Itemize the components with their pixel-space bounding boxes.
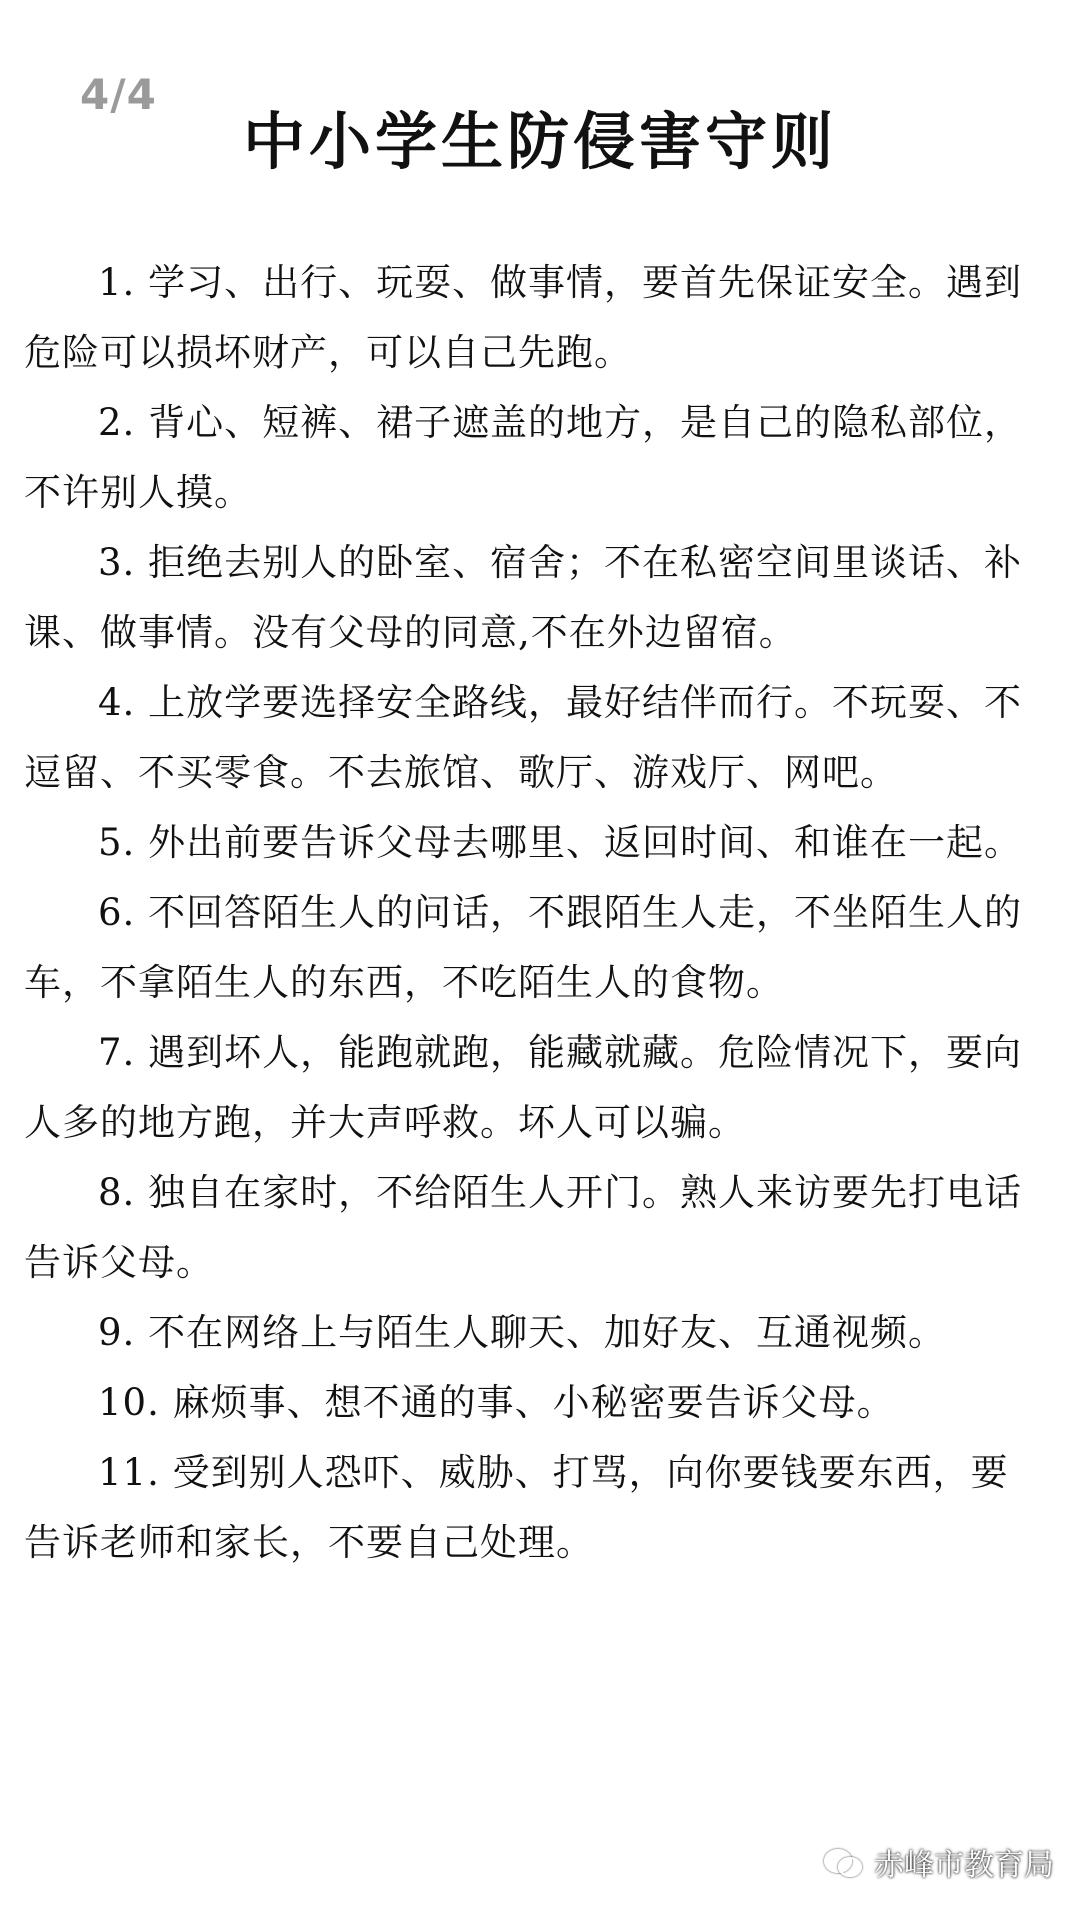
wechat-icon [824,1847,864,1877]
rule-item-1: 1. 学习、出行、玩耍、做事情，要首先保证安全。遇到危险可以损坏财产，可以自己先跑。 [24,261,1023,374]
rule-item-6: 6. 不回答陌生人的问话，不跟陌生人走，不坐陌生人的车，不拿陌生人的东西，不吃陌生人的食物。 [24,891,1023,1004]
rule-item-10: 10. 麻烦事、想不通的事、小秘密要告诉父母。 [98,1381,895,1424]
watermark-text: 赤峰市教育局 [874,1848,1054,1883]
rule-item-2: 2. 背心、短裤、裙子遮盖的地方，是自己的隐私部位，不许别人摸。 [24,401,1023,514]
rules-list [24,248,1024,1578]
rule-item-11: 11. 受到别人恐吓、威胁、打骂，向你要钱要东西，要告诉老师和家长，不要自己处理。 [24,1451,1009,1564]
document-title: 中小学生防侵害守则 [242,105,837,178]
watermark [824,1840,1054,1884]
rule-item-7: 7. 遇到坏人，能跑就跑，能藏就藏。危险情况下，要向人多的地方跑，并大声呼救。坏人可以骗。 [24,1031,1023,1144]
page-indicator: 4/4 [80,70,157,119]
rule-item-9: 9. 不在网络上与陌生人聊天、加好友、互通视频。 [98,1311,947,1354]
rule-item-5: 5. 外出前要告诉父母去哪里、返回时间、和谁在一起。 [98,821,1023,864]
rule-item-3: 3. 拒绝去别人的卧室、宿舍；不在私密空间里谈话、补课、做事情。没有父母的同意,不在外边留宿。 [24,541,1023,654]
rule-item-8: 8. 独自在家时，不给陌生人开门。熟人来访要先打电话告诉父母。 [24,1171,1023,1284]
rule-item-4: 4. 上放学要选择安全路线，最好结伴而行。不玩耍、不逗留、不买零食。不去旅馆、歌厅、游戏厅、网吧。 [24,681,1023,794]
